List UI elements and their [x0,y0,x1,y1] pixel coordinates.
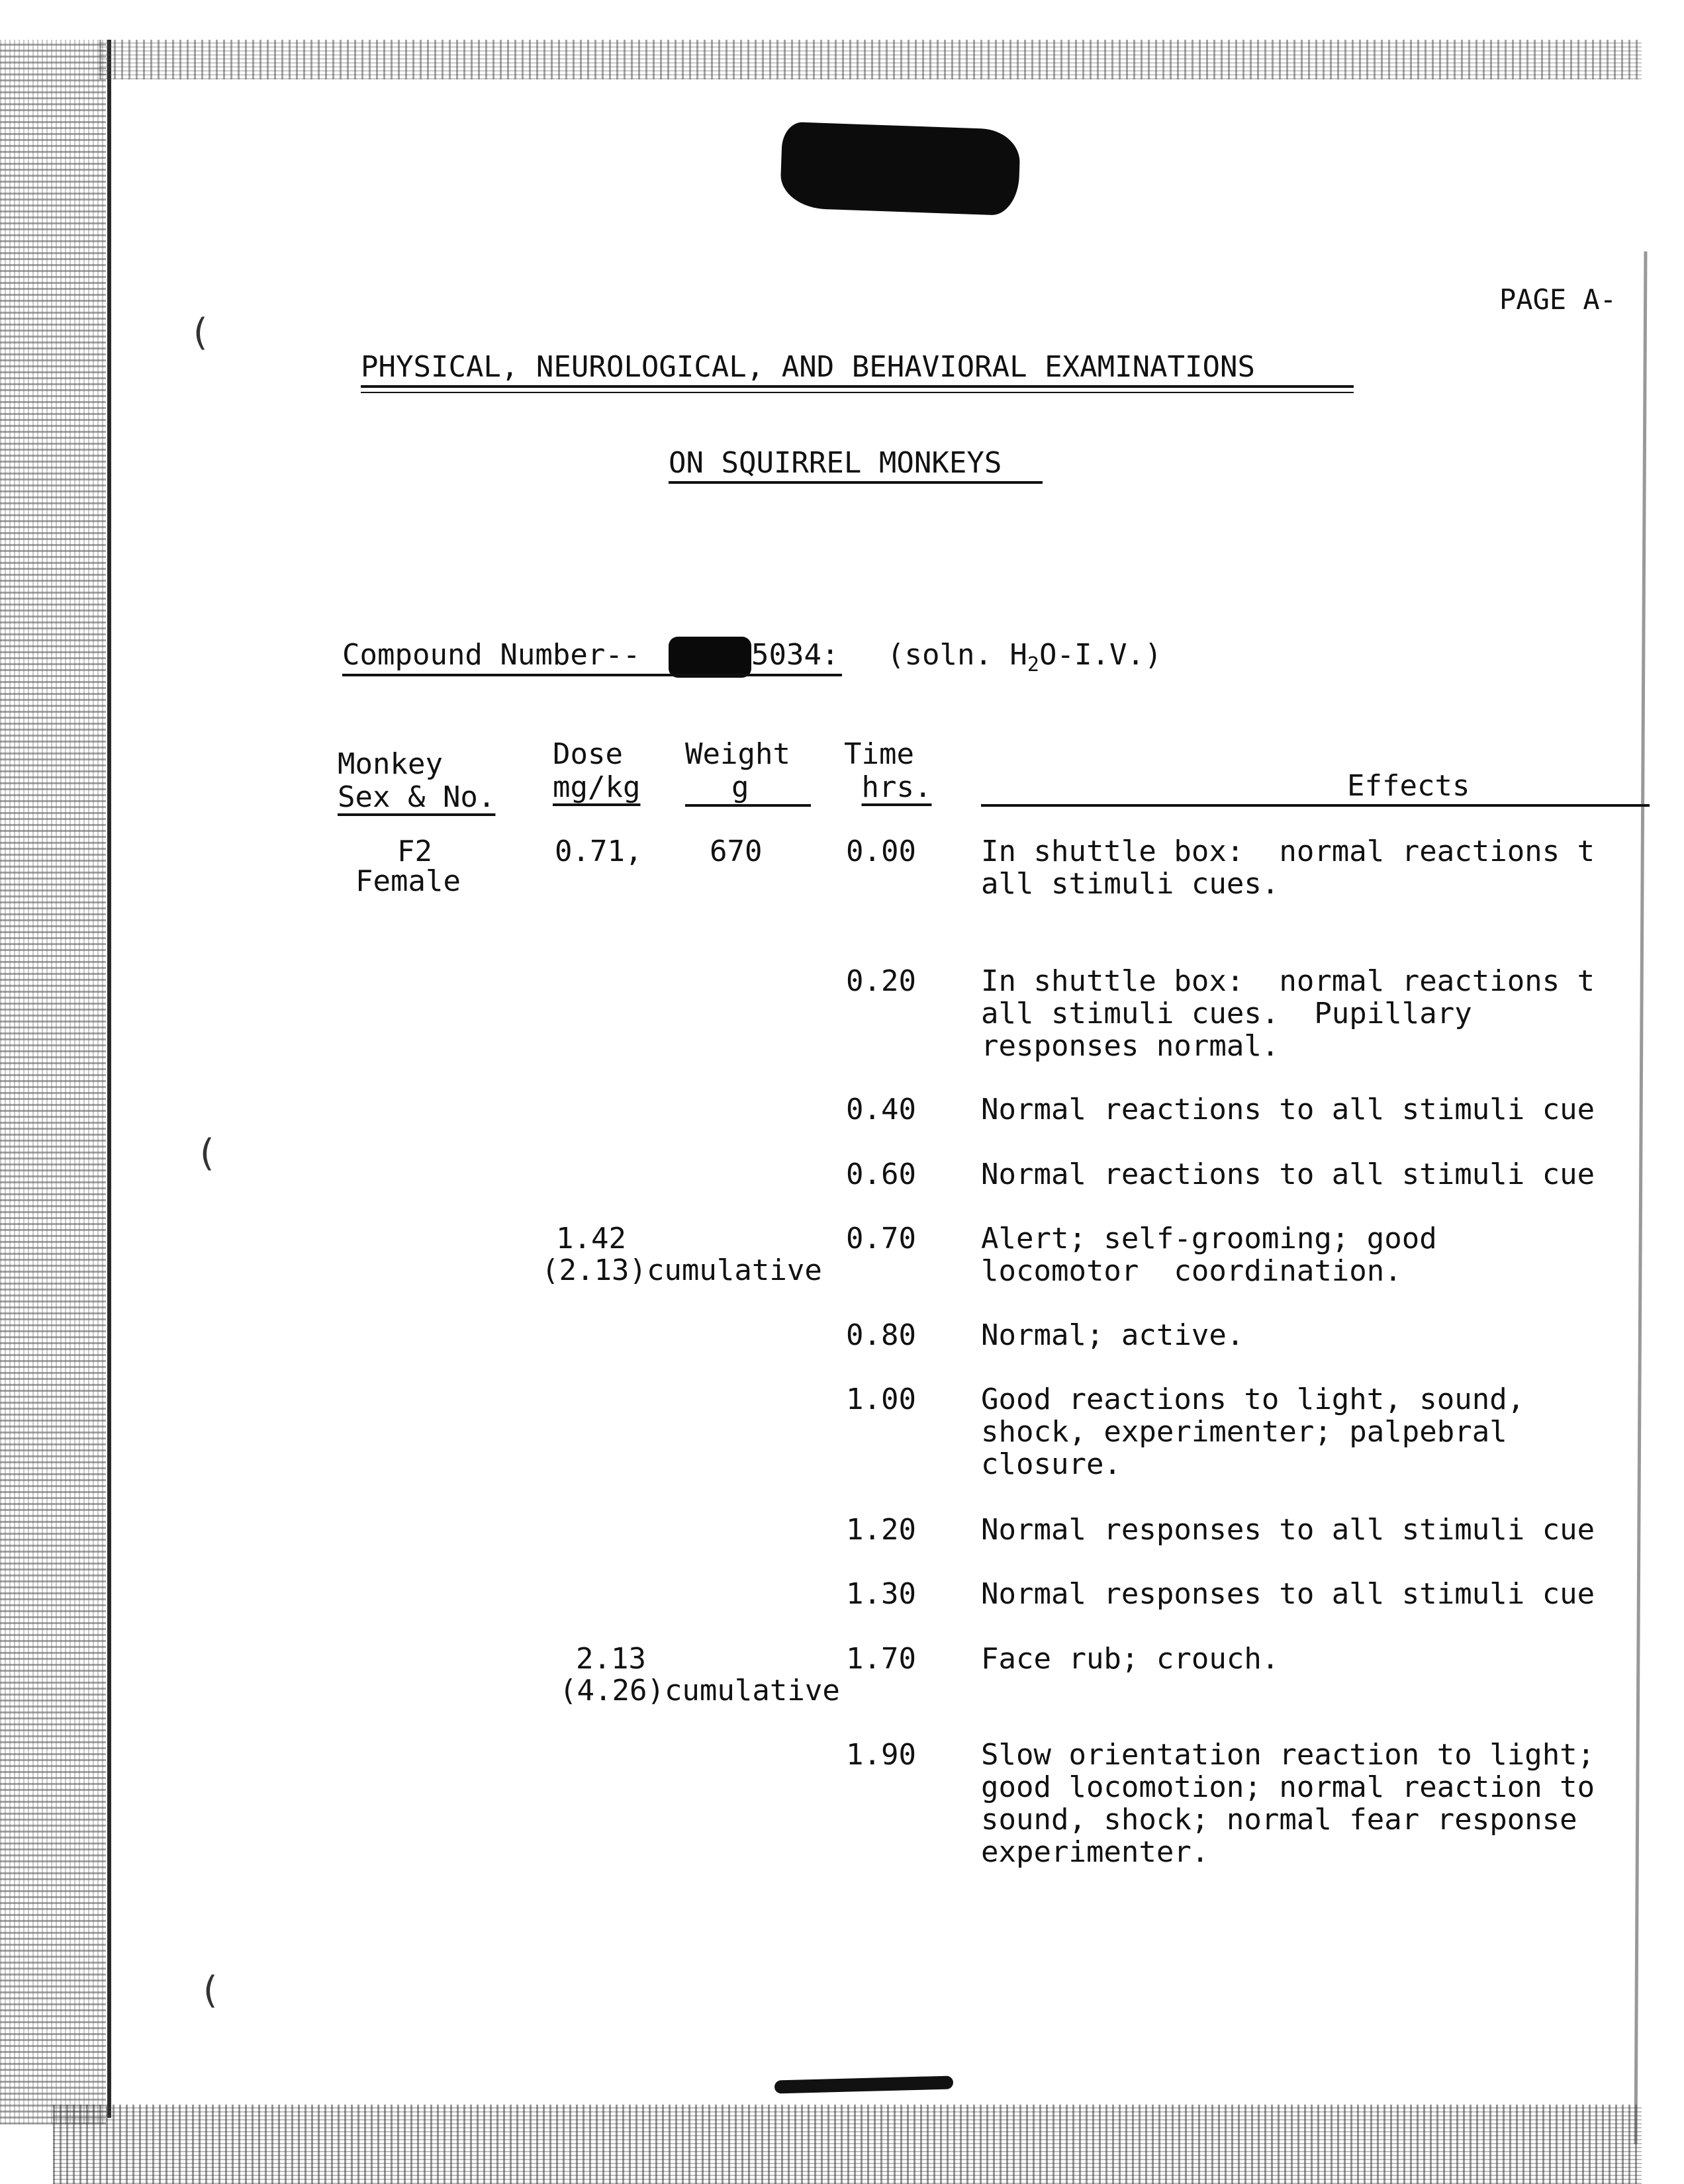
scan-border-left [107,40,111,2118]
effects-text: Normal responses to all stimuli cue [981,1578,1595,1610]
effects-text: In shuttle box: normal reactions t all stimuli cues. [981,835,1595,900]
time-value: 0.80 [846,1318,916,1352]
page-label: PAGE A- [1499,283,1617,316]
monkey-id: F2 [397,835,432,868]
time-value: 0.20 [846,964,916,998]
header-effects: Effects [1347,769,1470,803]
time-value: 1.90 [846,1738,916,1772]
effects-text: Normal reactions to all stimuli cue [981,1158,1595,1191]
punch-hole-mark: ( [195,1132,218,1175]
punch-hole-mark: ( [199,1969,221,2012]
effects-text: Good reactions to light, sound, shock, experimenter; palpebral closure. [981,1383,1525,1480]
dose-cumulative: (2.13)cumulative [541,1253,822,1287]
monkey-sex: Female [355,864,461,898]
title-underline [361,392,1354,393]
effects-text: Slow orientation reaction to light; good locomotion; normal reaction to sound, shock; normal fear response experimenter. [981,1739,1595,1868]
header-weight: Weight [685,737,790,771]
time-value: 0.70 [846,1222,916,1255]
dose-value: 1.42 [556,1222,626,1255]
weight-underline [685,804,811,807]
effects-text: Normal reactions to all stimuli cue [981,1093,1595,1126]
compound-number-redaction [669,637,751,678]
effects-text: Normal responses to all stimuli cue [981,1514,1595,1546]
compound-number-suffix: 5034: [751,638,839,672]
redaction-mark-top [780,122,1021,216]
time-value: 0.40 [846,1093,916,1126]
time-value: 1.20 [846,1513,916,1547]
scan-edge-left [0,40,106,2124]
subtitle-underline [669,481,1043,484]
scan-edge-top [99,40,1642,79]
time-value: 1.00 [846,1383,916,1416]
page-title: PHYSICAL, NEUROLOGICAL, AND BEHAVIORAL EXAMINATIONS [361,350,1256,384]
header-monkey: Monkey Sex & No. [338,747,496,814]
time-value: 0.00 [846,835,916,868]
time-value: 1.30 [846,1577,916,1611]
effects-text: Face rub; crouch. [981,1643,1280,1675]
dose-value: 0.71, [555,835,643,868]
dose-cumulative: (4.26)cumulative [559,1674,840,1707]
header-weight-unit: g [731,770,749,804]
effects-text: In shuttle box: normal reactions t all stimuli cues. Pupillary responses normal. [981,965,1595,1062]
redaction-mark-bottom [774,2075,953,2093]
compound-solution: (soln. $H_2O-I.V$.) [887,638,1162,676]
header-time: Time [844,737,914,771]
effects-underline [981,804,1650,807]
effects-text: Normal; active. [981,1319,1244,1351]
time-value: 0.60 [846,1158,916,1191]
effects-text: Alert; self-grooming; good locomotor coordination. [981,1222,1437,1287]
compound-label: Compound Number-- [342,638,641,672]
compound-underline [342,674,842,676]
title-underline [361,385,1354,388]
header-dose: Dose mg/kg [553,737,641,804]
weight-value: 670 [710,835,763,868]
page-subtitle: ON SQUIRREL MONKEYS [669,446,1002,480]
time-value: 1.70 [846,1642,916,1676]
scan-edge-bottom [53,2105,1642,2184]
punch-hole-mark: ( [189,311,211,354]
header-time-unit: hrs. [861,770,932,804]
dose-value: 2.13 [576,1642,646,1676]
